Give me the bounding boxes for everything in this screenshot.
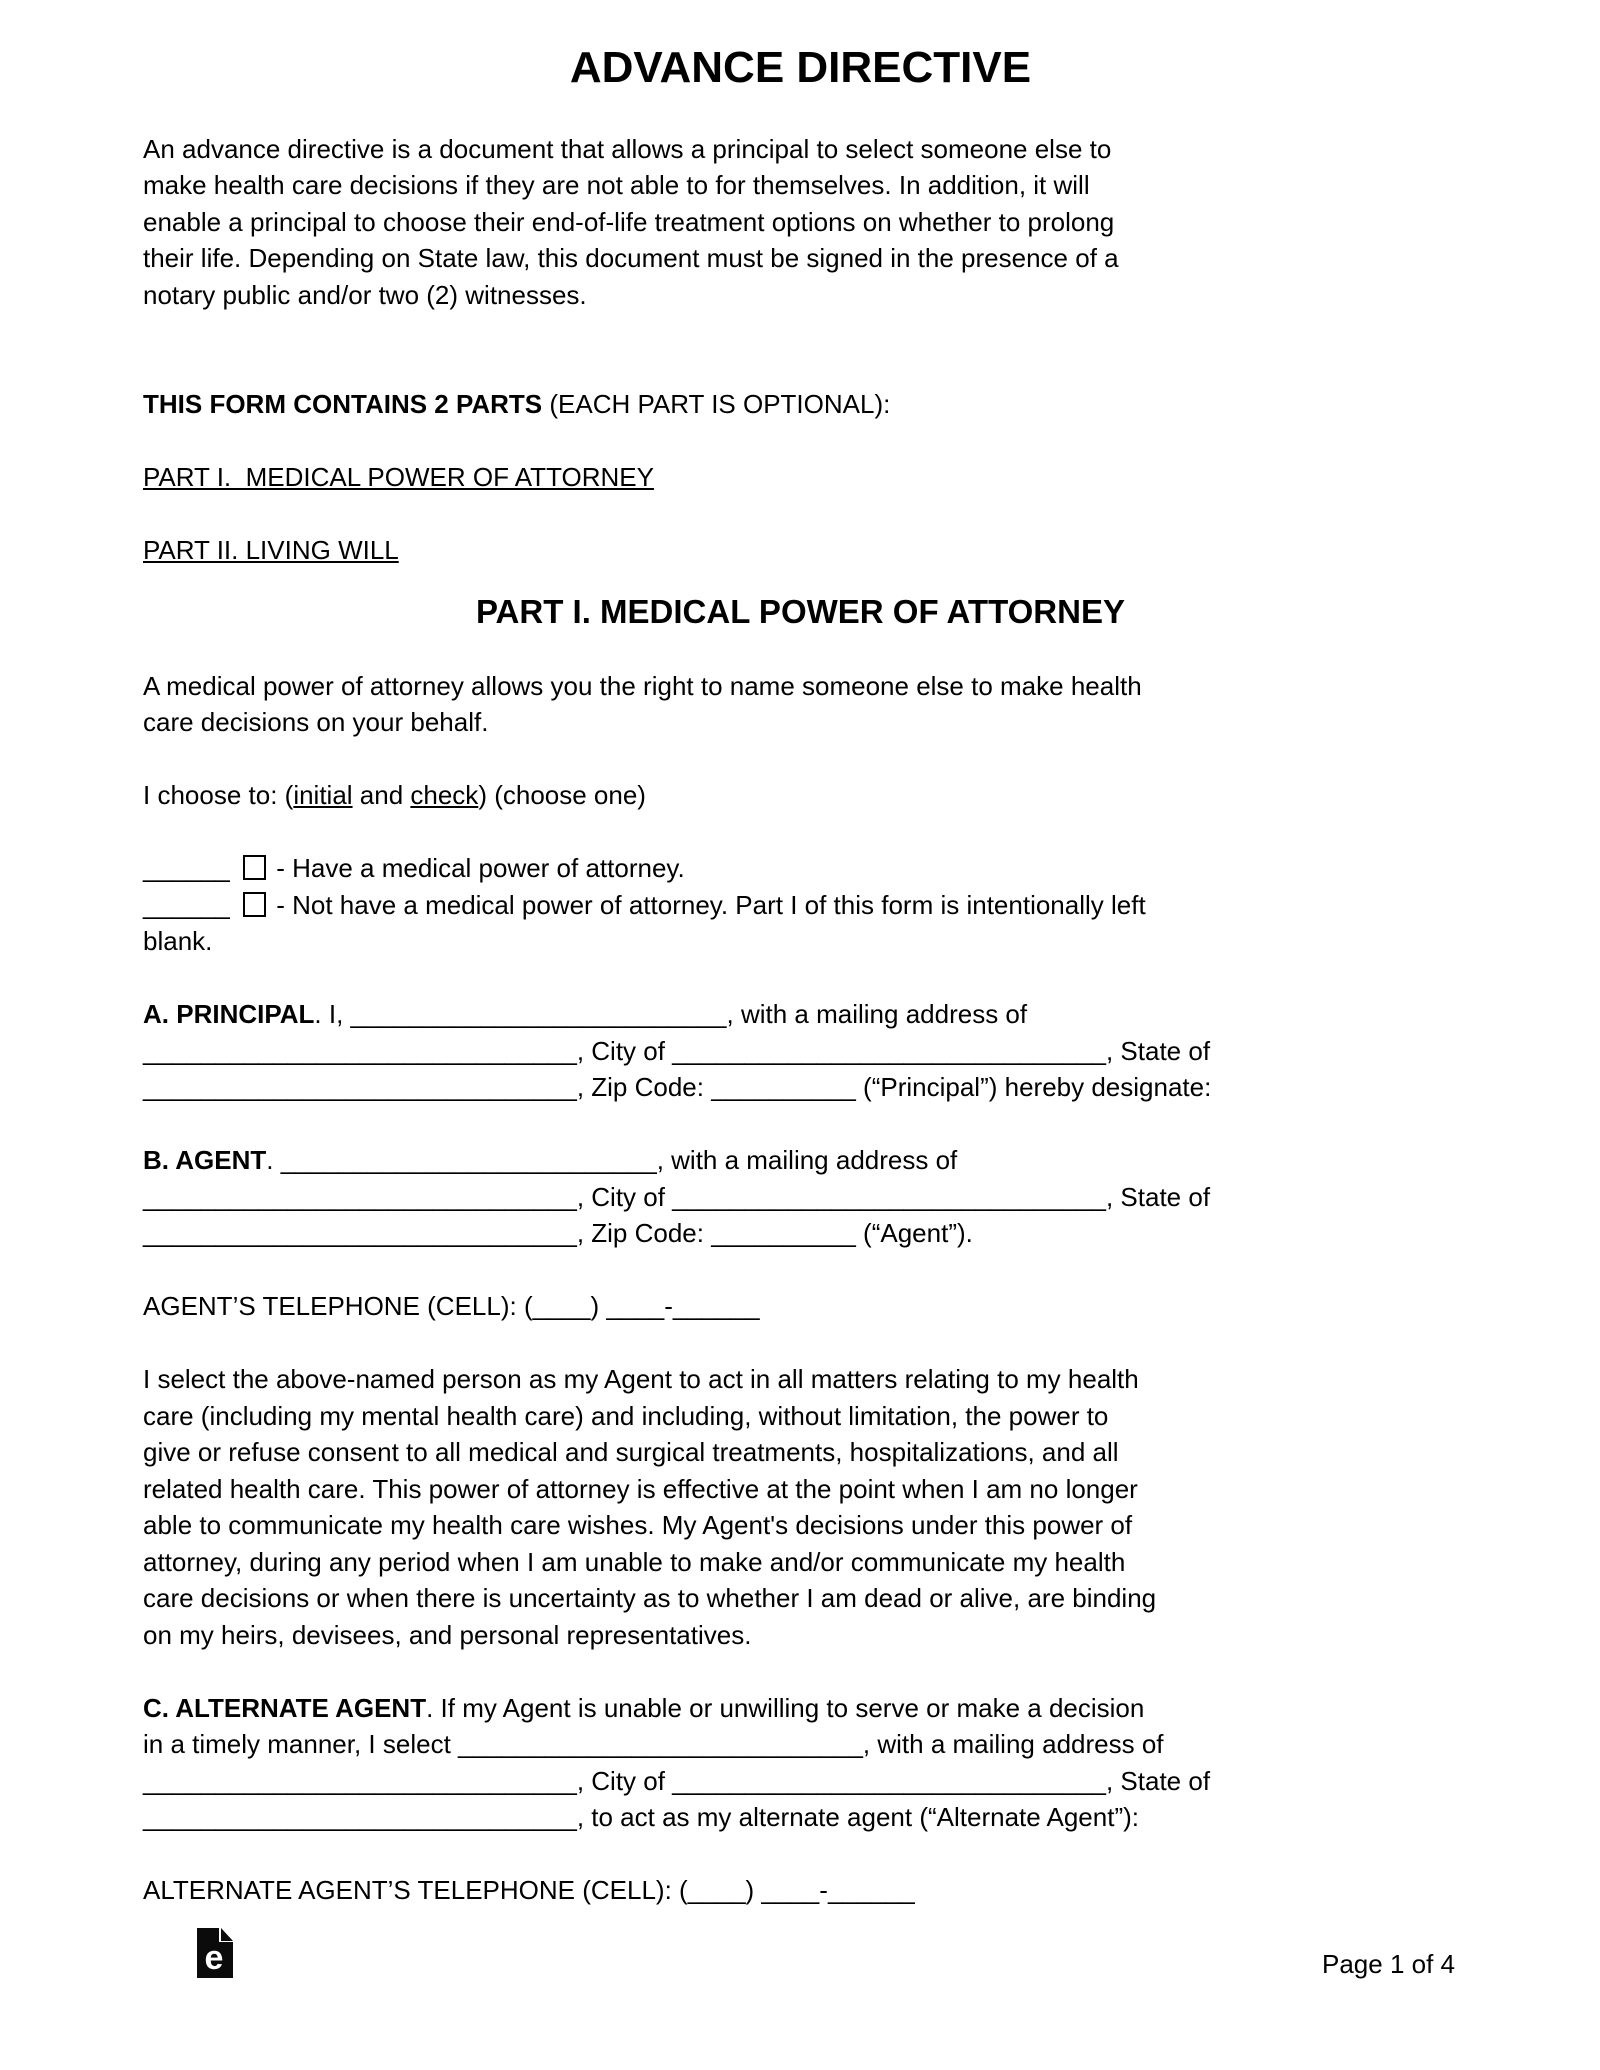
text-run: , Zip Code:: [576, 1218, 712, 1248]
text-run: , with a mailing address of: [726, 999, 1028, 1029]
checkbox-icon[interactable]: [243, 855, 266, 880]
blank-field[interactable]: ______: [143, 889, 230, 920]
agent-phone-line: [143, 1288, 1458, 1325]
text-run: care decisions on your behalf.: [143, 707, 489, 737]
text-run: attorney, during any period when I am unable to make and/or communicate my health: [143, 1546, 1126, 1577]
blank-field[interactable]: __________________________: [350, 999, 727, 1029]
text-run: ) (choose one): [478, 780, 646, 810]
eforms-logo-icon: [197, 1928, 233, 1978]
text-run: in a timely manner, I select: [143, 1729, 459, 1759]
blank-field[interactable]: ______: [143, 853, 230, 883]
contents-heading: [143, 386, 1458, 423]
blank-field[interactable]: ____: [532, 1291, 591, 1321]
blank-field[interactable]: ____: [606, 1291, 665, 1321]
text-run: -: [664, 1291, 673, 1321]
principal-section: [143, 996, 1458, 1106]
blank-field[interactable]: ______________________________: [672, 1035, 1106, 1066]
blank-field[interactable]: ______________________________: [143, 1218, 577, 1248]
blank-field[interactable]: ____: [761, 1875, 820, 1905]
alternate-agent-phone-line: [143, 1872, 1458, 1909]
text-run: blank.: [143, 926, 213, 956]
text-run: [230, 890, 237, 920]
toc-part2: [143, 532, 1458, 569]
text-run: notary public and/or two (2) witnesses.: [143, 279, 587, 310]
blank-field[interactable]: ______________________________: [143, 1035, 577, 1066]
blank-field[interactable]: ______________________________: [672, 1765, 1106, 1796]
blank-field[interactable]: __________: [711, 1218, 856, 1248]
text-run: I choose to: (: [143, 780, 294, 810]
blank-field[interactable]: ____: [687, 1875, 746, 1905]
text-run: care (including my mental health care) and including, without limitation, the power to: [143, 1400, 1109, 1431]
blank-field[interactable]: ____________________________: [458, 1729, 863, 1759]
text-run: An advance directive is a document that allows a principal to select someone else to: [143, 133, 1112, 164]
text-run: .: [266, 1145, 281, 1175]
blank-field[interactable]: ______: [672, 1291, 760, 1321]
text-run: , City of: [576, 1181, 673, 1212]
blank-field[interactable]: ______________________________: [143, 1181, 577, 1212]
checkbox-icon[interactable]: [243, 892, 266, 917]
text-run: -: [819, 1875, 828, 1905]
choice-options: [143, 850, 1458, 960]
text-run: AGENT’S TELEPHONE (CELL): (: [143, 1291, 533, 1321]
choose-line: [143, 777, 1458, 814]
page-title: ADVANCE DIRECTIVE: [569, 43, 1032, 92]
blank-field[interactable]: __________: [711, 1072, 856, 1102]
text-run: (“Principal”) hereby designate:: [855, 1072, 1212, 1102]
blank-field[interactable]: ______________________________: [143, 1802, 577, 1832]
text-run: - Have a medical power of attorney.: [269, 853, 685, 883]
text-run: PART II. LIVING WILL: [143, 535, 399, 565]
text-run: related health care. This power of attorney is effective at the point when I am no longer: [143, 1473, 1138, 1504]
part1-description: [143, 668, 1458, 741]
text-run: . I,: [314, 999, 351, 1029]
text-run: I select the above-named person as my Agent to act in all matters relating to my health: [143, 1364, 1139, 1394]
page-number: Page 1 of 4: [1322, 1949, 1455, 1979]
text-run: A medical power of attorney allows you the right to name someone else to make health: [143, 670, 1142, 701]
part1-heading: PART I. MEDICAL POWER OF ATTORNEY: [475, 592, 1125, 630]
text-run: able to communicate my health care wishes. My Agent's decisions under this power of: [143, 1510, 1133, 1540]
text-run: make health care decisions if they are not able to for themselves. In addition, it will: [143, 170, 1090, 200]
text-run: A. PRINCIPAL: [143, 999, 315, 1029]
text-run: (EACH PART IS OPTIONAL):: [542, 389, 891, 419]
text-run: check: [410, 780, 479, 810]
text-run: , with a mailing address of: [862, 1729, 1164, 1759]
alternate-agent-section: [143, 1690, 1458, 1836]
blank-field[interactable]: ______________________________: [672, 1181, 1106, 1212]
text-run: , with a mailing address of: [656, 1145, 958, 1175]
blank-field[interactable]: ______: [827, 1875, 915, 1905]
text-run: , State of: [1105, 1181, 1211, 1212]
text-run: on my heirs, devisees, and personal representatives.: [143, 1619, 752, 1650]
text-run: give or refuse consent to all medical and surgical treatments, hospitalizations, and all: [143, 1437, 1119, 1467]
text-run: their life. Depending on State law, this document must be signed in the presence of a: [143, 243, 1119, 273]
text-run: , State of: [1105, 1035, 1211, 1066]
text-run: , City of: [576, 1035, 673, 1066]
blank-field[interactable]: ______________________________: [143, 1765, 577, 1796]
text-run: PART I. MEDICAL POWER OF ATTORNEY: [143, 462, 654, 492]
intro-paragraph: [143, 131, 1458, 314]
text-run: ): [745, 1875, 762, 1905]
text-run: THIS FORM CONTAINS 2 PARTS: [143, 389, 543, 419]
text-run: (“Agent”).: [855, 1218, 973, 1248]
text-run: ALTERNATE AGENT’S TELEPHONE (CELL): (: [143, 1875, 688, 1905]
text-run: enable a principal to choose their end-of-life treatment options on whether to prolong: [143, 206, 1115, 237]
blank-field[interactable]: __________________________: [280, 1145, 657, 1175]
text-run: initial: [293, 780, 353, 810]
text-run: , State of: [1105, 1765, 1211, 1796]
text-run: care decisions or when there is uncertainty as to whether I am dead or alive, are binding: [143, 1583, 1157, 1613]
text-run: , City of: [576, 1765, 673, 1796]
blank-field[interactable]: ______________________________: [143, 1072, 577, 1102]
text-run: [230, 853, 237, 883]
text-run: and: [352, 780, 411, 810]
text-run: , to act as my alternate agent (“Alternate Agent”):: [576, 1802, 1139, 1832]
text-run: C. ALTERNATE AGENT: [143, 1692, 427, 1723]
text-run: - Not have a medical power of attorney. Part I of this form is intentionally left: [269, 889, 1146, 920]
text-run: ): [590, 1291, 607, 1321]
logo-letter: e: [204, 1939, 224, 1977]
agent-section: [143, 1142, 1458, 1252]
toc-part1: [143, 459, 1458, 496]
text-run: B. AGENT: [143, 1145, 267, 1175]
agent-powers-paragraph: [143, 1361, 1458, 1653]
text-run: , Zip Code:: [576, 1072, 712, 1102]
text-run: . If my Agent is unable or unwilling to serve or make a decision: [426, 1692, 1145, 1723]
